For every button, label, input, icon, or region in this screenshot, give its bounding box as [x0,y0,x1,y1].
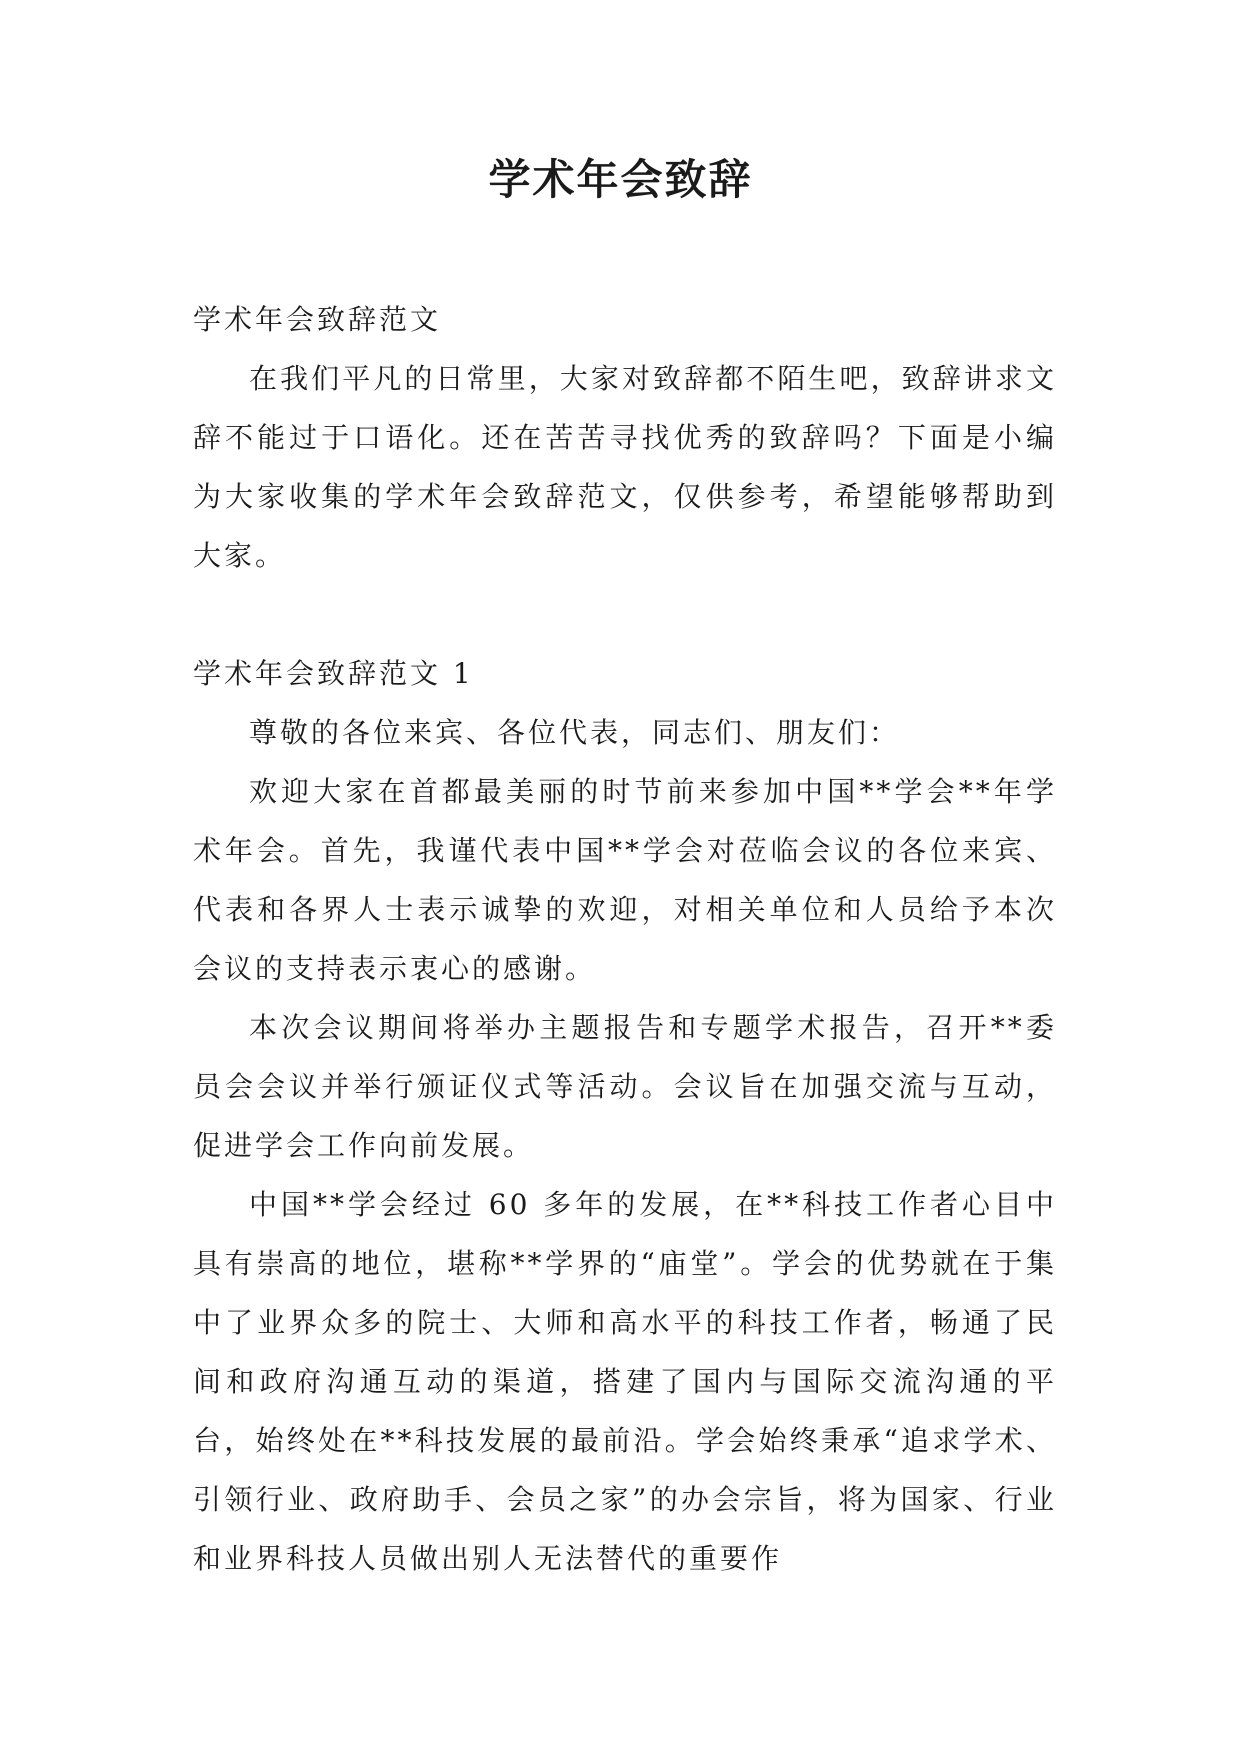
paragraph-spacer [193,585,1057,644]
document-title: 学术年会致辞 [488,155,753,204]
document-body [193,290,1057,1588]
welcome-paragraph: 欢迎大家在首都最美丽的时节前来参加中国**学会**年学术年会。首先，我谨代表中国**学会对莅临会议的各位来宾、代表和各界人士表示诚挚的欢迎，对相关单位和人员给予本次会议的支持表示衷心的感谢。 [193,775,1057,985]
intro-heading: 学术年会致辞范文 [193,303,442,336]
agenda-paragraph: 本次会议期间将举办主题报告和专题学术报告，召开**委员会会议并举行颁证仪式等活动。会议旨在加强交流与互动，促进学会工作向前发展。 [193,1011,1057,1162]
society-paragraph: 中国**学会经过 60 多年的发展，在**科技工作者心目中具有崇高的地位，堪称**学界的“庙堂”。学会的优势就在于集中了业界众多的院士、大师和高水平的科技工作者，畅通了民间和政府沟通互动的渠道，搭建了国内与国际交流沟通的平台，始终处在**科技发展的最前沿。学会始终秉承“追求学术、引领行业、政府助手、会员之家”的办会宗旨，将为国家、行业和业界科技人员做出别人无法替代的重要作 [193,1188,1057,1575]
intro-paragraph: 在我们平凡的日常里，大家对致辞都不陌生吧，致辞讲求文辞不能过于口语化。还在苦苦寻找优秀的致辞吗？下面是小编为大家收集的学术年会致辞范文，仅供参考，希望能够帮助到大家。 [193,362,1057,572]
salutation-paragraph: 尊敬的各位来宾、各位代表，同志们、朋友们： [249,716,901,749]
section-heading: 学术年会致辞范文 1 [193,657,474,690]
